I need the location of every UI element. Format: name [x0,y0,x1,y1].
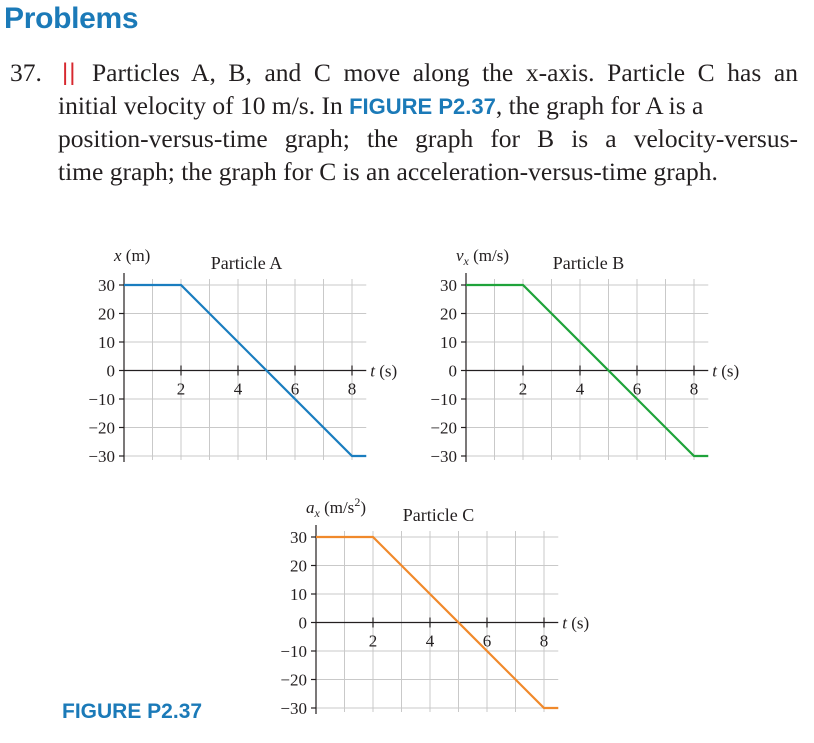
y-tick-label: 30 [440,276,457,295]
y-tick-label: 0 [298,613,307,633]
problem-line-2-start: initial velocity of 10 m/s. In [58,91,350,120]
problem-number: 37. [10,58,42,87]
y-tick-label: −10 [88,390,115,409]
x-tick-label: 8 [347,379,357,399]
y-tick-label: 10 [98,333,115,352]
graph-particle-a [88,240,398,466]
x-tick-label: 4 [575,379,585,399]
x-axis-label: t (s) [562,613,590,633]
y-axis-label: x (m) [114,246,151,265]
problem-line-2 [58,89,798,123]
y-tick-label: −20 [430,418,457,438]
x-axis-label: t (s) [370,361,398,381]
x-tick-label: 2 [176,379,186,399]
y-axis-label: $a_x$ $(m/s^2)$ [306,495,366,520]
y-tick-label: −30 [280,699,307,718]
graph-particle-c [280,490,590,718]
graph-particle-b [430,240,740,466]
problem-line-3: position-versus-time graph; the graph for B is a velocity-versus- [58,124,798,153]
x-tick-label: 6 [632,379,642,399]
y-tick-label: −20 [88,418,115,438]
x-axis-label: t (s) [712,361,740,381]
x-tick-label: 4 [233,379,243,399]
y-tick-label: 20 [290,556,307,576]
y-tick-label: −10 [280,642,307,661]
x-tick-label: 6 [482,631,492,651]
x-tick-label: 4 [425,631,435,651]
y-tick-label: 20 [98,304,115,324]
y-tick-label: 30 [98,276,115,295]
problem-line-4: time graph; the graph for C is an acceleration-versus-time graph. [58,157,718,186]
chart-title: Particle B [552,253,625,273]
problem-line-1: Particles A, B, and C move along the x-axis. Particle C has an [92,58,798,87]
y-tick-label: 20 [440,304,457,324]
chart-title: Particle A [210,253,283,273]
y-tick-label: 10 [440,333,457,352]
y-tick-label: 30 [290,528,307,547]
y-tick-label: −30 [430,447,457,466]
figure-reference-link[interactable]: FIGURE P2.37 [349,94,496,119]
y-tick-label: 10 [290,585,307,604]
section-heading: Problems [4,2,139,35]
y-axis-label: $v_x$ (m/s) [456,246,510,268]
x-tick-label: 2 [518,379,528,399]
figure-caption: FIGURE P2.37 [62,700,203,723]
x-tick-label: 6 [290,379,300,399]
y-tick-label: −10 [430,390,457,409]
y-tick-label: 0 [448,361,457,381]
problem-line-2-end: , the graph for A is a [495,91,704,120]
x-tick-label: 2 [368,631,378,651]
x-tick-label: 8 [539,631,549,651]
x-tick-label: 8 [689,379,699,399]
difficulty-marker: || [62,59,77,86]
y-tick-label: −30 [88,447,115,466]
y-tick-label: 0 [106,361,115,381]
chart-title: Particle C [402,505,475,525]
y-tick-label: −20 [280,670,307,690]
